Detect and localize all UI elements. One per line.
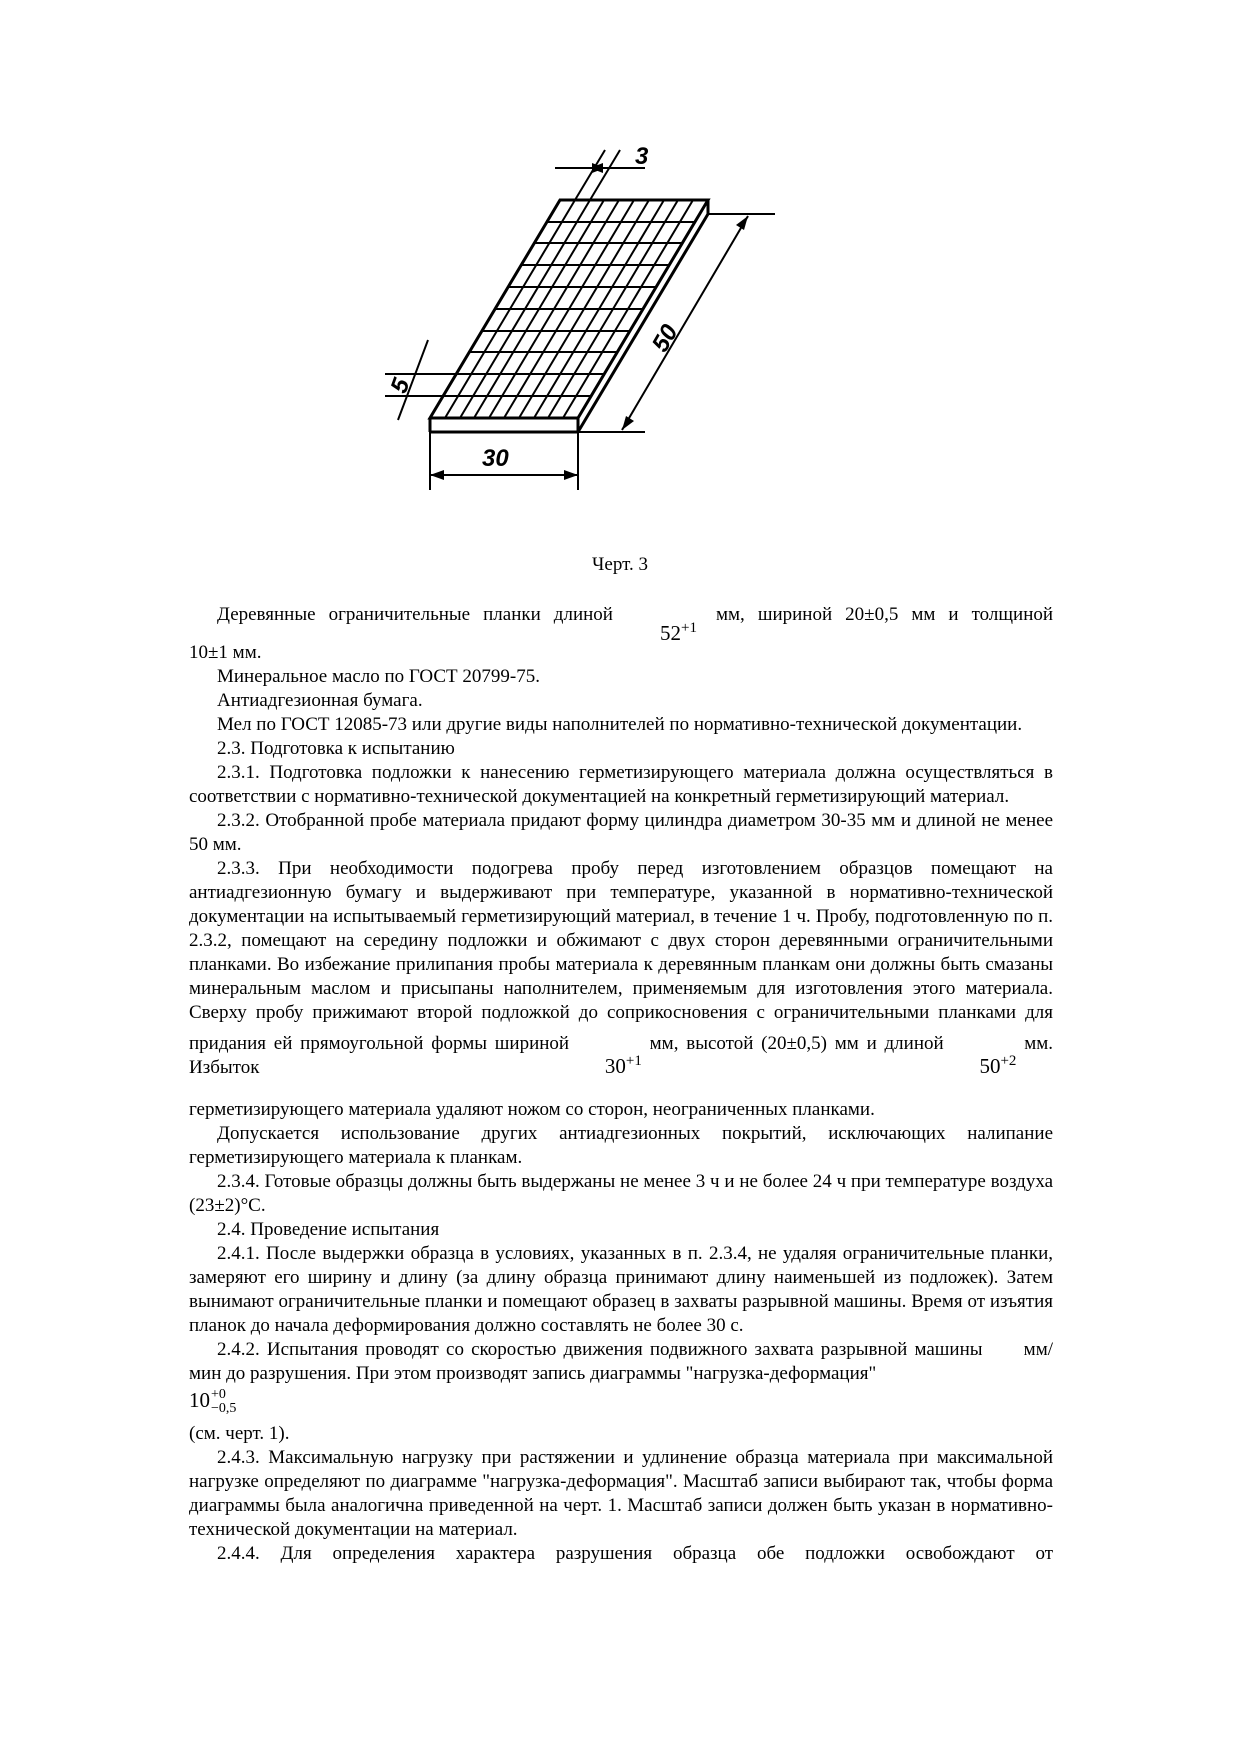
text-fragment: мм/мин до разрушения. При этом производят запись диаграммы "нагрузка-деформация"	[189, 1339, 1053, 1384]
formula-base: 10	[189, 1388, 210, 1412]
text-fragment: 20±0,5 мм и толщиной	[845, 604, 1054, 625]
formula-tol-up: +0	[211, 1387, 226, 1403]
formula-10-body	[189, 1388, 236, 1416]
drawing-figure	[385, 143, 810, 550]
formula-base: 30	[604, 1054, 626, 1078]
paragraph-2-4-1: 2.4.1. После выдержки образца в условиях, указанных в п. 2.3.4, не удаляя ограничительные планки, замеряют его ширину и длину (за длину образца принимают длину наименьшей из подложек). Затем вынимают ограничительные планки и помещают образец в захваты разрывной машины. Время от изъятия планок до начала деформирования должно составлять не более 30 с.	[189, 1243, 1053, 1336]
formula-tol-down: −0,5	[211, 1401, 237, 1417]
text-fragment: Деревянные ограничительные планки длиной	[217, 604, 613, 625]
dim-label-30: 30	[482, 445, 509, 472]
formula-52	[632, 616, 697, 645]
heading-2-4: 2.4. Проведение испытания	[217, 1219, 440, 1240]
paragraph-2-4-4: 2.4.4. Для определения характера разрушения образца обе подложки освобождают от	[217, 1543, 1053, 1565]
formula-sup: +1	[681, 620, 697, 636]
paragraph-2-3-1: 2.3.1. Подготовка подложки к нанесению герметизирующего материала должна осуществляться в соответствии с нормативно-технической документацией на конкретный герметизирующий материал.	[189, 762, 1053, 807]
body-text	[189, 596, 1053, 1566]
paragraph-2-3-3-end: герметизирующего материала удаляют ножом со сторон, неограниченных планками.	[189, 1099, 875, 1120]
paragraph-2-3-4: 2.3.4. Готовые образцы должны быть выдержаны не менее 3 ч и не более 24 ч при температуре воздуха (23±2)°С.	[189, 1171, 1053, 1216]
formula-30	[577, 1049, 642, 1078]
paragraph-allow: Допускается использование других антиадгезионных покрытий, исключающих налипание герметизирующего материала к планкам.	[189, 1123, 1053, 1168]
text-fragment: мм, высотой (20±0,5) мм и длиной	[649, 1033, 944, 1054]
dim-label-5: 5	[385, 374, 416, 397]
text-fragment: мм, шириной	[716, 604, 833, 625]
paragraph-2-3-2: 2.3.2. Отобранной пробе материала придают форму цилиндра диаметром 30-35 мм и длиной не менее 50 мм.	[189, 810, 1053, 855]
paragraph-thickness: 10±1 мм.	[189, 642, 262, 663]
paragraph-2-4-2-end: (см. черт. 1).	[189, 1423, 290, 1445]
paragraph-oil: Минеральное масло по ГОСТ 20799-75.	[217, 666, 540, 687]
dim-label-50: 50	[646, 319, 684, 357]
paragraph-planks	[189, 596, 1054, 645]
formula-10	[189, 1388, 1053, 1416]
text-fragment: 2.4.2. Испытания проводят со скоростью движения подвижного захвата разрывной машины	[217, 1339, 983, 1360]
grid-plate-drawing	[385, 143, 810, 550]
paragraph-2-4-3: 2.4.3. Максимальную нагрузку при растяжении и удлинение образца материала при максимальной нагрузке определяют по диаграмме "нагрузка-деформация". Масштаб записи выбирают так, чтобы форма диаграммы была аналогична приведенной на черт. 1. Масштаб записи должен быть указан в нормативно-технической документации на материал.	[189, 1447, 1053, 1541]
formula-base: 50	[979, 1054, 1001, 1078]
paragraph-paper: Антиадгезионная бумага.	[217, 690, 423, 711]
text-fragment: 2.3.3. При необходимости подогрева пробу перед изготовлением образцов помещают на антиадгезионную бумагу и выдерживают при температуре, указанной в нормативно-технической документации на испытываемый герметизирующий материал, в течение 1 ч. Пробу, подготовленную по п. 2.3.2, помещают на середину подложки и обжимают с двух сторон деревянными ограничительными планками. Во избежание прилипания пробы материала к деревянным планкам они должны быть смазаны минеральным маслом и присыпаны наполнителем, применяемым для изготовления этого материала. Сверху пробу прижимают второй подложкой до соприкосновения с ограничительными планками для придания ей прямоугольной формы шириной	[189, 858, 1053, 1054]
text-fragment: мм. Избыток	[189, 1033, 1053, 1078]
formula-base: 52	[660, 621, 681, 645]
figure-caption: Черт. 3	[592, 554, 648, 575]
formula-sup: +2	[1000, 1053, 1017, 1069]
formula-50	[951, 1049, 1016, 1078]
formula-tolerance	[211, 1388, 236, 1416]
paragraph-chalk: Мел по ГОСТ 12085-73 или другие виды наполнителей по нормативно-технической документации.	[217, 714, 1023, 735]
paragraph-2-4-2	[189, 1338, 1053, 1386]
heading-2-3: 2.3. Подготовка к испытанию	[217, 738, 455, 759]
dim-label-3: 3	[635, 143, 649, 170]
paragraph-2-3-3	[189, 857, 1053, 1080]
formula-sup: +1	[625, 1053, 642, 1069]
